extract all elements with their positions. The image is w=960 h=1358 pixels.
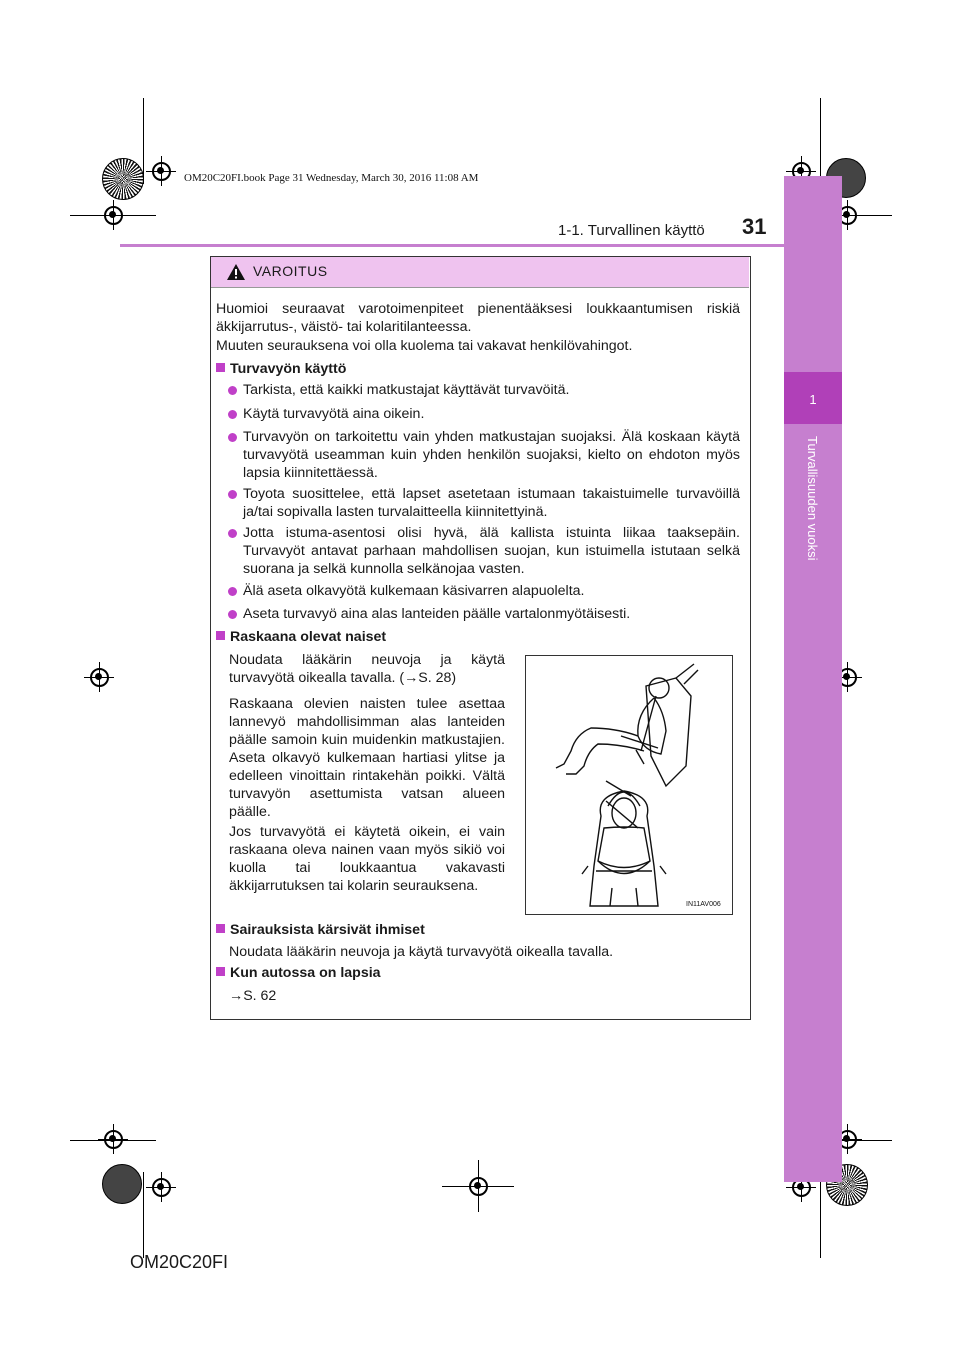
crop-line: [820, 1172, 821, 1258]
section-heading-text: Kun autossa on lapsia: [230, 965, 381, 981]
list-item: Toyota suosittelee, että lapset asetetaan istumaan takaistuimelle turvavöillä ja/tai sopivalla lasten turvalaitteella kiinnitettyinä.: [243, 486, 740, 520]
header-rule: [120, 244, 785, 247]
registration-starburst: [102, 158, 144, 200]
illustration-code: IN11AV006: [686, 901, 721, 908]
square-bullet-icon: [216, 924, 225, 933]
section-heading: [216, 921, 425, 939]
list-item: Jotta istuma-asentosi olisi hyvä, älä kallista istuinta liikaa taaksepäin. Turvavyöt antavat parhaan mahdollisen suojan, kun istuimella istutaan selkä suorana ja selkä kunnolla selkänojaa vasten.: [243, 525, 740, 577]
square-bullet-icon: [216, 631, 225, 640]
chapter-tab: [784, 176, 842, 1182]
round-bullet-icon: [228, 386, 237, 395]
round-bullet-icon: [228, 529, 237, 538]
paragraph: Noudata lääkärin neuvoja ja käytä turvavyötä oikealla tavalla. (→S. 28): [229, 652, 505, 686]
registration-crosshair: [146, 156, 176, 186]
list-item: Turvavyön on tarkoitettu vain yhden matkustajan suojaksi. Älä koskaan käytä turvavyötä useamman kuin yhden henkilön suojaksi, kielto on ehdoton myös lapsia kiinnitettäessä.: [243, 429, 740, 481]
round-bullet-icon: [228, 587, 237, 596]
crop-line: [820, 98, 821, 184]
book-header: OM20C20FI.book Page 31 Wednesday, March 30, 2016 11:08 AM: [184, 172, 479, 184]
chapter-number: 1: [809, 392, 817, 407]
chapter-label: Turvallisuuden vuoksi: [805, 436, 820, 561]
registration-dark-disc: [102, 1164, 142, 1204]
footer-code: OM20C20FI: [130, 1252, 229, 1272]
warning-intro: Huomioi seuraavat varotoimenpiteet pienentääksesi loukkaantumisen riskiä äkkijarrutus-, väistö- tai kolaritilanteessa.: [216, 301, 740, 335]
square-bullet-icon: [216, 363, 225, 372]
registration-crosshair: [98, 200, 128, 230]
round-bullet-icon: [228, 490, 237, 499]
pregnant-woman-seatbelt-illustration: [525, 655, 733, 915]
section-heading: [216, 628, 386, 646]
round-bullet-icon: [228, 610, 237, 619]
section-heading: [216, 360, 346, 378]
section-heading-text: Turvavyön käyttö: [230, 361, 347, 377]
registration-crosshair: [84, 662, 114, 692]
paragraph: Jos turvavyötä ei käytetä oikein, ei vain raskaana oleva nainen vaan myös sikiö voi kuolla tai loukkaantua vakavasti äkkijarrutuksen tai kolarin seurauksena.: [229, 824, 505, 894]
section-title: 1-1. Turvallinen käyttö: [558, 222, 705, 239]
section-heading-text: Raskaana olevat naiset: [230, 629, 387, 645]
page-reference: →S. 62: [229, 988, 277, 1004]
list-item: Aseta turvavyö aina alas lanteiden päälle vartalonmyötäisesti.: [243, 606, 631, 622]
registration-crosshair: [442, 1160, 514, 1212]
paragraph: Noudata lääkärin neuvoja ja käytä turvavyötä oikealla tavalla.: [229, 944, 614, 960]
section-heading: [216, 964, 381, 982]
list-item: Käytä turvavyötä aina oikein.: [243, 406, 425, 422]
warning-intro-consequence: Muuten seurauksena voi olla kuolema tai vakavat henkilövahingot.: [216, 338, 633, 354]
round-bullet-icon: [228, 410, 237, 419]
crop-line: [143, 98, 144, 184]
round-bullet-icon: [228, 433, 237, 442]
page-number: 31: [742, 214, 767, 239]
registration-crosshair: [98, 1124, 128, 1154]
section-heading-text: Sairauksista kärsivät ihmiset: [230, 922, 425, 938]
registration-crosshair: [146, 1172, 176, 1202]
square-bullet-icon: [216, 967, 225, 976]
list-item: Tarkista, että kaikki matkustajat käyttävät turvavöitä.: [243, 382, 570, 398]
paragraph: Raskaana olevien naisten tulee asettaa lannevyö mahdollisimman alas lanteiden päälle samoin kuin muidenkin matkustajien. Aseta olkavyö kulkemaan hartiasi ylitse ja edelleen vinoittain rintakehän poikki. Vältä turvavyön asettumista vatsan alueen päälle.: [229, 696, 505, 820]
warning-title: VAROITUS: [253, 263, 328, 279]
list-item: Älä aseta olkavyötä kulkemaan käsivarren alapuolelta.: [243, 583, 585, 599]
crop-line: [143, 1172, 144, 1258]
seatbelt-illustration-drawing: [526, 656, 732, 914]
warning-triangle-icon: [226, 263, 246, 281]
